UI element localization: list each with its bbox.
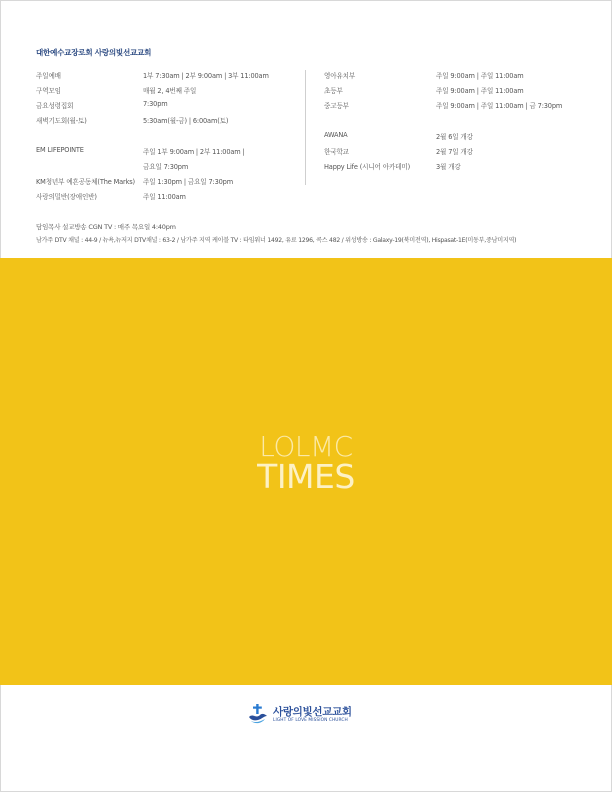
schedule-time: 주일 9:00am | 주일 11:00am	[436, 87, 524, 95]
schedule-time: 5:30am(월-금) | 6:00am(토)	[143, 117, 229, 125]
brand-line-2: TIMES	[257, 457, 355, 496]
schedule-label: 금요성령집회	[36, 102, 74, 110]
church-logo	[248, 703, 368, 725]
right-schedule	[324, 70, 589, 180]
schedule-label: KM청년부 예흔공동체(The Marks)	[36, 178, 135, 186]
schedule-time: 3월 개강	[436, 163, 461, 171]
schedule-time: 주일 9:00am | 주일 11:00am | 금 7:30pm	[436, 102, 563, 110]
schedule-label: 사랑의밀반(장애인반)	[36, 193, 97, 201]
broadcast-cgn: 담임목사 설교방송 CGN TV : 매주 목요일 4:40pm	[36, 223, 176, 231]
column-divider	[305, 70, 306, 185]
schedule-label: Happy Life (시니어 아카데미)	[324, 163, 411, 171]
schedule-label: 주일예배	[36, 72, 61, 80]
schedule-time: 2월 6일 개강	[436, 133, 473, 141]
schedule-time: 7:30pm	[143, 100, 168, 108]
schedule-time: 금요일 7:30pm	[143, 163, 189, 171]
schedule-label: EM LIFEPOINTE	[36, 146, 84, 154]
footer-church-english: LIGHT OF LOVE MISSION CHURCH	[273, 718, 348, 723]
schedule-time: 주일 1:30pm | 금요일 7:30pm	[143, 178, 233, 186]
left-schedule	[36, 70, 301, 210]
broadcast-channels: 남가주 DTV 채널 : 44-9 / 뉴욕,뉴저지 DTV채널 : 63-2 / 남가주 지역 케이블 TV : 타임워너 1492, 유료 1296, 콕스 482 / 위성방송 : Galaxy-19(북미전역), Hispasat-1E(미동부,중남미지역)	[36, 237, 517, 244]
schedule-time: 매월 2, 4번째 주일	[143, 87, 197, 95]
footer-church-name: 사랑의빛선교교회	[273, 706, 352, 718]
schedule-label: 영아유치부	[324, 72, 356, 80]
schedule-label: AWANA	[324, 131, 348, 139]
schedule-label: 한국학교	[324, 148, 349, 156]
schedule-label: 중고등부	[324, 102, 349, 110]
schedule-label: 구역모임	[36, 87, 61, 95]
schedule-label: 초등부	[324, 87, 343, 95]
brand-line-1: LOLMC	[259, 430, 353, 463]
schedule-time: 2월 7일 개강	[436, 148, 473, 156]
cross-flame-icon	[248, 703, 268, 725]
schedule-time: 1부 7:30am | 2부 9:00am | 3부 11:00am	[143, 72, 269, 80]
church-title: 대한예수교장로회 사랑의빛선교교회	[36, 48, 152, 57]
schedule-time: 주일 1부 9:00am | 2부 11:00am |	[143, 148, 245, 156]
schedule-time: 주일 11:00am	[143, 193, 186, 201]
schedule-label: 새벽기도회(월-토)	[36, 117, 87, 125]
schedule-time: 주일 9:00am | 주일 11:00am	[436, 72, 524, 80]
